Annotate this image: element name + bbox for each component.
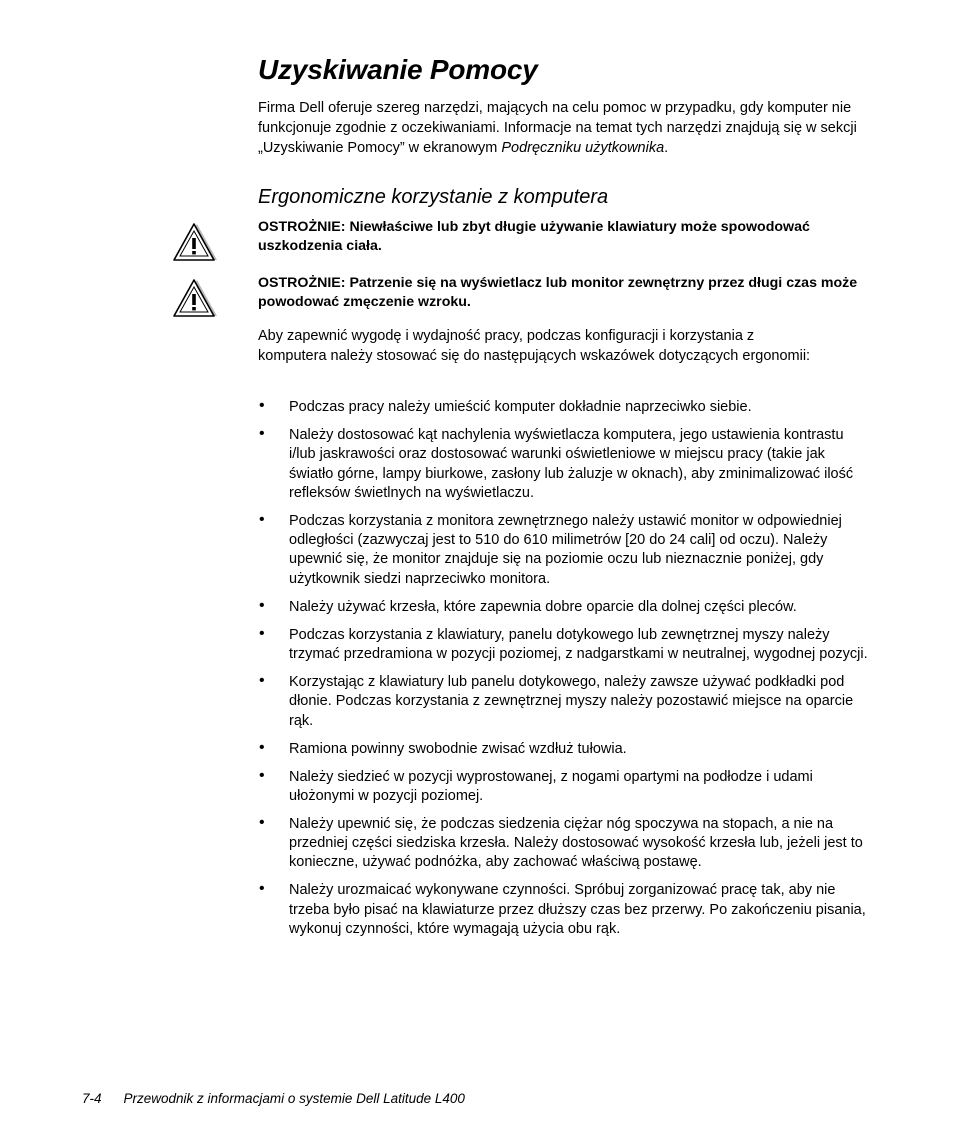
- list-item: [258, 398, 868, 417]
- list-item: [258, 881, 868, 939]
- list-item: [258, 598, 868, 617]
- intro-text: Firma Dell oferuje szereg narzędzi, mających na celu pomoc w przypadku, gdy komputer nie funkcjonuje zgodnie z oczekiwaniami. Informacje na temat tych narzędzi znajdują się w sekcji „Uzyskiwanie Pomocy” w ekranowym: [258, 100, 857, 156]
- page-footer: [82, 1091, 465, 1106]
- caution-keyboard: [258, 218, 858, 256]
- list-item-text: Korzystając z klawiatury lub panelu dotykowego, należy zawsze używać podkładki pod dłonie. Podczas korzystania z zewnętrznej myszy należy pozostawić miejsce na oparcie rąk.: [289, 674, 854, 729]
- list-item: [258, 626, 868, 665]
- caution-label: OSTROŻNIE:: [258, 275, 350, 291]
- caution-text: Patrzenie się na wyświetlacz lub monitor zewnętrzny przez długi czas może powodować zmęczenie wzroku.: [258, 275, 858, 310]
- bullet-icon: •: [259, 424, 265, 442]
- list-item: [258, 740, 868, 759]
- caution-text: Niewłaściwe lub zbyt długie używanie klawiatury może spowodować uszkodzenia ciała.: [258, 219, 810, 254]
- section-title: Ergonomiczne korzystanie z komputera: [258, 186, 609, 208]
- list-item: [258, 815, 868, 873]
- caution-triangle-icon: [170, 222, 218, 262]
- list-item-text: Podczas pracy należy umieścić komputer dokładnie naprzeciwko siebie.: [289, 399, 752, 415]
- list-item: [258, 673, 868, 731]
- list-item-text: Należy dostosować kąt nachylenia wyświetlacza komputera, jego ustawienia kontrastu i/lub jaskrawości oraz dostosować warunki oświetleniowe w miejscu pracy (takie jak światło górne, lampy biurkowe, zasłony lub żaluzje w oknach), aby zminimalizować ilość refleksów świetlnych na wyświetlaczu.: [289, 426, 854, 501]
- bullet-icon: •: [259, 624, 265, 642]
- list-item-text: Podczas korzystania z monitora zewnętrznego należy ustawić monitor w odpowiedniej odległości (zazwyczaj jest to 510 do 610 milimetrów [20 do 24 cali] od oczu). Należy upewnić się, że monitor znajduje się na poziomie oczu lub nieznacznie poniżej, gdy użytkownik siedzi naprzeciwko monitora.: [289, 512, 842, 587]
- bullet-icon: •: [259, 766, 265, 784]
- bullet-icon: •: [259, 813, 265, 831]
- bullet-icon: •: [259, 397, 265, 414]
- list-item: [258, 426, 868, 503]
- ergonomics-intro: Aby zapewnić wygodę i wydajność pracy, podczas konfiguracji i korzystania z komputera należy stosować się do następujących wskazówek dotyczących ergonomii:: [258, 328, 811, 364]
- caution-label: OSTROŻNIE:: [258, 219, 350, 235]
- list-item-text: Należy siedzieć w pozycji wyprostowanej, z nogami opartymi na podłodze i udami ułożonymi w pozycji poziomej.: [289, 768, 813, 804]
- list-item-text: Należy używać krzesła, które zapewnia dobre oparcie dla dolnej części pleców.: [289, 598, 797, 615]
- list-item: [258, 512, 868, 589]
- list-item-text: Ramiona powinny swobodnie zwisać wzdłuż tułowia.: [289, 740, 627, 757]
- book-title: Przewodnik z informacjami o systemie Dell Latitude L400: [123, 1091, 465, 1106]
- bullet-icon: •: [259, 672, 265, 689]
- list-item: [258, 768, 868, 807]
- user-guide-reference: Podręczniku użytkownika: [501, 140, 665, 156]
- page-title: Uzyskiwanie Pomocy: [258, 54, 538, 85]
- bullet-icon: •: [259, 880, 265, 898]
- ergonomics-list: [258, 398, 868, 948]
- intro-paragraph: [258, 98, 868, 158]
- caution-triangle-icon: [170, 278, 218, 318]
- list-item-text: Należy upewnić się, że podczas siedzenia ciężar nóg spoczywa na stopach, a nie na przedniej części siedziska krzesła. Należy dostosować wysokość krzesła lub, jeżeli jest to konieczne, używać podnóżka, aby zachować właściwą postawę.: [289, 815, 863, 871]
- bullet-icon: •: [259, 738, 265, 756]
- intro-end: .: [664, 140, 669, 156]
- bullet-icon: •: [259, 596, 265, 614]
- list-item-text: Podczas korzystania z klawiatury, panelu dotykowego lub zewnętrznej myszy należy trzymać przedramiona w pozycji poziomej, z nadgarstkami w neutralnej, wygodnej pozycji.: [289, 626, 868, 663]
- list-item-text: Należy urozmaicać wykonywane czynności. Spróbuj zorganizować pracę tak, aby nie trzeba było pisać na klawiaturze przez dłuższy czas bez przerwy. Po zakończeniu pisania, wykonuj czynności, które wymagają użycia obu rąk.: [289, 882, 866, 938]
- caution-display: [258, 274, 858, 312]
- bullet-icon: •: [259, 510, 265, 528]
- page-number: 7-4: [82, 1091, 102, 1106]
